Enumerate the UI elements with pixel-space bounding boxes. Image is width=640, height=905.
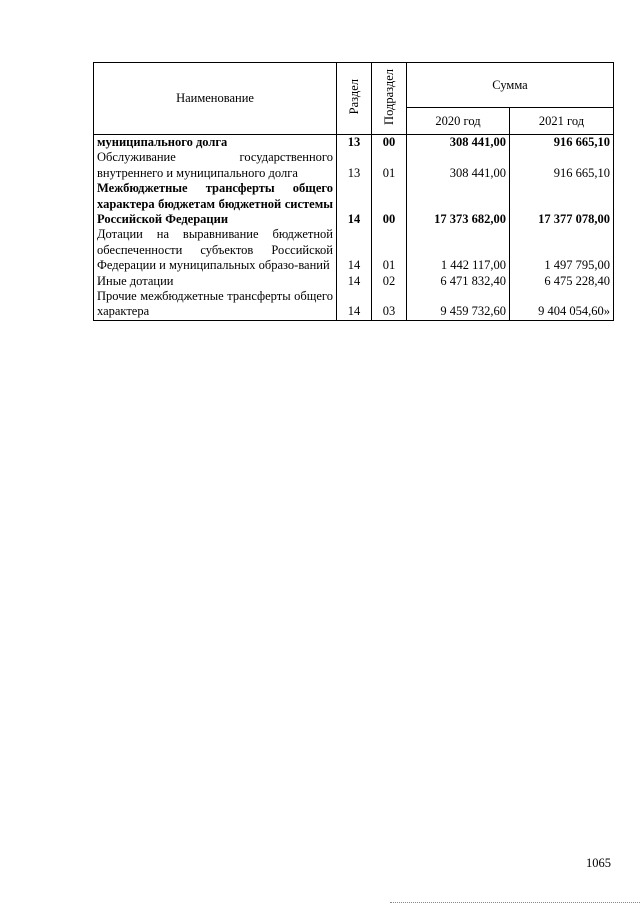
row-value-2020: 1 442 117,00 xyxy=(407,227,510,273)
header-year-2020: 2020 год xyxy=(407,108,510,135)
row-subsection: 01 xyxy=(372,227,407,273)
budget-table xyxy=(93,62,614,321)
row-subsection: 03 xyxy=(372,289,407,320)
row-value-2021: 9 404 054,60» xyxy=(510,289,614,320)
row-value-2020: 9 459 732,60 xyxy=(407,289,510,320)
row-section: 14 xyxy=(337,181,372,227)
row-value-2021: 916 665,10 xyxy=(510,135,614,151)
header-subsection xyxy=(372,63,407,135)
row-section: 13 xyxy=(337,150,372,181)
row-name: Иные дотации xyxy=(94,274,337,289)
row-name: Межбюджетные трансферты общего характера бюджетам бюджетной системы Российской Федерации xyxy=(94,181,337,227)
row-name: Дотации на выравнивание бюджетной обеспеченности субъектов Российской Федерации и муниципальных образо-ваний xyxy=(94,227,337,273)
table-row xyxy=(94,289,614,320)
row-value-2020: 6 471 832,40 xyxy=(407,274,510,289)
row-name: Прочие межбюджетные трансферты общего характера xyxy=(94,289,337,320)
table-row xyxy=(94,135,614,151)
row-section: 14 xyxy=(337,274,372,289)
header-subsection-label: Подраздел xyxy=(381,68,396,125)
row-value-2021: 1 497 795,00 xyxy=(510,227,614,273)
table-row xyxy=(94,274,614,289)
footer-divider xyxy=(390,902,640,903)
table-row xyxy=(94,227,614,273)
row-subsection: 00 xyxy=(372,135,407,151)
row-subsection: 02 xyxy=(372,274,407,289)
row-value-2020: 308 441,00 xyxy=(407,150,510,181)
table-row xyxy=(94,150,614,181)
page-number: 1065 xyxy=(586,856,611,870)
row-section: 13 xyxy=(337,135,372,151)
table-row xyxy=(94,181,614,227)
row-value-2020: 308 441,00 xyxy=(407,135,510,151)
header-section xyxy=(337,63,372,135)
row-value-2021: 6 475 228,40 xyxy=(510,274,614,289)
row-name: Обслуживание государственного внутреннего и муниципального долга xyxy=(94,150,337,181)
header-year-2021: 2021 год xyxy=(510,108,614,135)
row-section: 14 xyxy=(337,289,372,320)
header-name: Наименование xyxy=(94,63,337,135)
row-subsection: 00 xyxy=(372,181,407,227)
row-subsection: 01 xyxy=(372,150,407,181)
row-name: муниципального долга xyxy=(94,135,337,151)
row-value-2021: 17 377 078,00 xyxy=(510,181,614,227)
header-sum: Сумма xyxy=(407,63,614,108)
row-value-2020: 17 373 682,00 xyxy=(407,181,510,227)
header-section-label: Раздел xyxy=(346,78,361,115)
row-value-2021: 916 665,10 xyxy=(510,150,614,181)
row-section: 14 xyxy=(337,227,372,273)
